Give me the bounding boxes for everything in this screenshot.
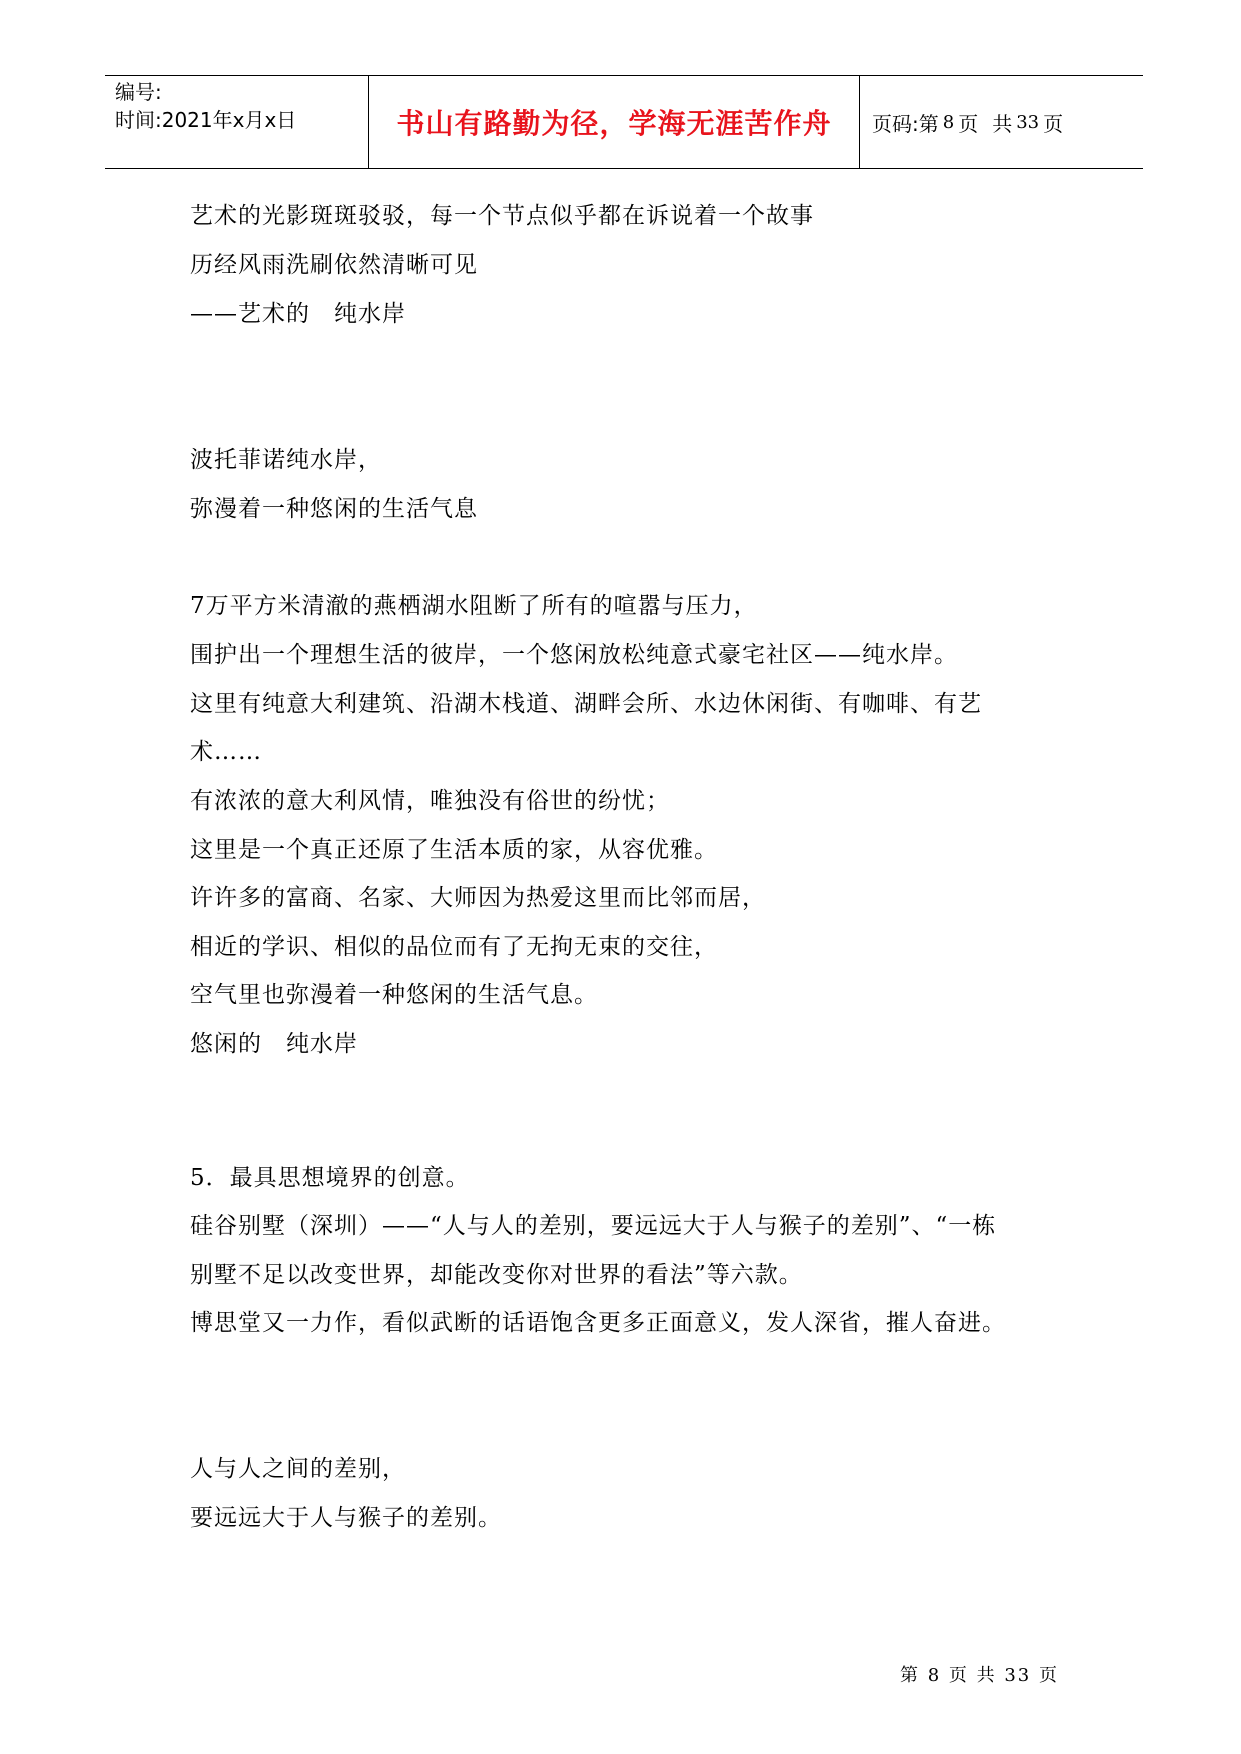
document-time-label: 时间:2021年x月x日 bbox=[115, 108, 297, 132]
motto-text: 书山有路勤为径，学海无涯苦作舟 bbox=[396, 107, 832, 140]
total-pages: 33 bbox=[1016, 111, 1040, 133]
page-prefix: 页码:第 bbox=[872, 111, 939, 136]
body-line: 人与人之间的差别， bbox=[190, 1456, 406, 1482]
body-line: ——艺术的 纯水岸 bbox=[190, 301, 406, 327]
section-heading: 5．最具思想境界的创意。 bbox=[190, 1165, 470, 1191]
header-meta-cell bbox=[105, 76, 369, 168]
body-line: 博思堂又一力作，看似武断的话语饱含更多正面意义，发人深省，摧人奋进。 bbox=[190, 1310, 1006, 1336]
body-line: 别墅不足以改变世界，却能改变你对世界的看法”等六款。 bbox=[190, 1262, 803, 1288]
page-header bbox=[105, 75, 1143, 169]
body-line: 历经风雨洗刷依然清晰可见 bbox=[190, 252, 478, 278]
body-line: 这里是一个真正还原了生活本质的家，从容优雅。 bbox=[190, 837, 718, 863]
body-line: 弥漫着一种悠闲的生活气息 bbox=[190, 496, 478, 522]
page-mid: 页 bbox=[958, 111, 979, 136]
body-line: 许许多的富商、名家、大师因为热爱这里而比邻而居， bbox=[190, 885, 766, 911]
page-number: 8 bbox=[942, 111, 955, 133]
body-line: 悠闲的 纯水岸 bbox=[190, 1031, 358, 1057]
body-line: 要远远大于人与猴子的差别。 bbox=[190, 1505, 502, 1531]
body-line: 围护出一个理想生活的彼岸，一个悠闲放松纯意式豪宅社区——纯水岸。 bbox=[190, 642, 958, 668]
body-line: 艺术的光影斑斑驳驳，每一个节点似乎都在诉说着一个故事 bbox=[190, 203, 814, 229]
total-suffix: 页 bbox=[1043, 111, 1064, 136]
body-line: 7万平方米清澈的燕栖湖水阻断了所有的喧嚣与压力， bbox=[190, 593, 758, 619]
page-footer bbox=[900, 1661, 1059, 1687]
total-prefix: 共 bbox=[992, 111, 1013, 136]
body-line: 这里有纯意大利建筑、沿湖木栈道、湖畔会所、水边休闲街、有咖啡、有艺 bbox=[190, 691, 982, 717]
body-line: 波托菲诺纯水岸， bbox=[190, 447, 382, 473]
body-line: 有浓浓的意大利风情，唯独没有俗世的纷忧； bbox=[190, 788, 670, 814]
body-line: 硅谷别墅（深圳）——“人与人的差别，要远远大于人与猴子的差别”、“一栋 bbox=[190, 1213, 997, 1239]
document-number-label: 编号: bbox=[115, 80, 162, 104]
body-line: 相近的学识、相似的品位而有了无拘无束的交往， bbox=[190, 934, 718, 960]
footer-page-count: 第 8 页 共 33 页 bbox=[900, 1665, 1059, 1686]
header-motto bbox=[369, 76, 860, 168]
body-line: 空气里也弥漫着一种悠闲的生活气息。 bbox=[190, 982, 598, 1008]
header-page-info bbox=[860, 76, 1143, 168]
body-line: 术…… bbox=[190, 739, 262, 765]
